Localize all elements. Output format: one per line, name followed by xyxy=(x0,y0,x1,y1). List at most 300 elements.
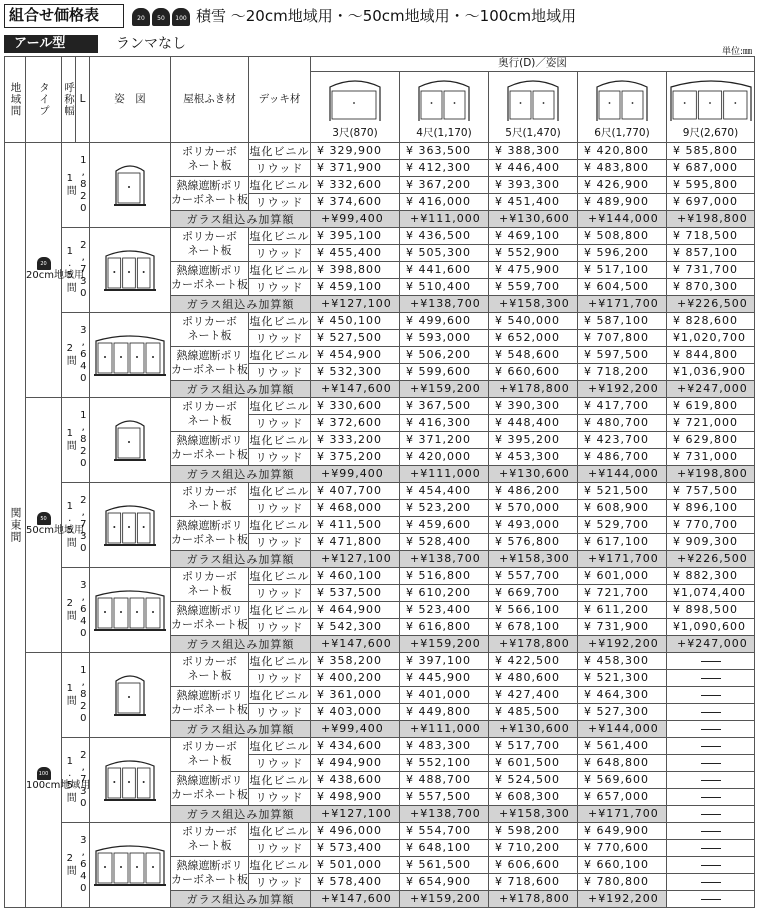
roof-polycarbonate: ポリカーボ ネート板 xyxy=(171,822,249,856)
glass-add-label: ガラス組込み加算額 xyxy=(171,805,311,822)
plan-figure xyxy=(104,754,156,802)
type-badge: アール型 xyxy=(4,35,98,53)
glass-price-cell: +¥171,700 xyxy=(578,550,667,567)
price-cell: ¥ 601,500 xyxy=(489,754,578,771)
dash-mark xyxy=(701,797,721,798)
price-cell: ¥ 529,700 xyxy=(578,516,667,533)
deck-type: 塩化ビニル xyxy=(249,261,311,278)
deck-type: 塩化ビニル xyxy=(249,312,311,329)
price-cell: ¥ 426,900 xyxy=(578,176,667,193)
house-snow-icon: 20 xyxy=(37,257,51,270)
plan-figure xyxy=(104,499,156,547)
col-l: L xyxy=(76,57,90,143)
glass-price-cell: +¥99,400 xyxy=(311,720,400,737)
price-row xyxy=(5,822,755,839)
size-cell xyxy=(62,567,90,652)
col-depth-4 xyxy=(667,71,755,142)
roof-heat-block: 熱線遮断ポリ カーボネート板 xyxy=(171,431,249,465)
yobina: 1.5間 xyxy=(64,756,76,804)
snow-icons xyxy=(132,8,190,26)
price-cell: ¥ 400,200 xyxy=(311,669,400,686)
price-cell: ¥ 678,100 xyxy=(489,618,578,635)
roof-polycarbonate: ポリカーボ ネート板 xyxy=(171,482,249,516)
price-row xyxy=(5,227,755,244)
deck-type: 塩化ビニル xyxy=(249,567,311,584)
price-cell: ¥ 397,100 xyxy=(400,652,489,669)
price-cell-empty xyxy=(667,754,755,771)
price-cell: ¥ 445,900 xyxy=(400,669,489,686)
price-cell: ¥ 427,400 xyxy=(489,686,578,703)
price-cell: ¥ 469,100 xyxy=(489,227,578,244)
glass-price-cell: +¥178,800 xyxy=(489,635,578,652)
price-cell: ¥ 611,200 xyxy=(578,601,667,618)
roof-polycarbonate: ポリカーボ ネート板 xyxy=(171,142,249,176)
price-cell: ¥ 527,300 xyxy=(578,703,667,720)
glass-add-label: ガラス組込み加算額 xyxy=(171,380,311,397)
price-cell-empty xyxy=(667,822,755,839)
glass-price-cell: +¥247,000 xyxy=(667,635,755,652)
price-cell: ¥ 596,200 xyxy=(578,244,667,261)
price-cell: ¥ 393,300 xyxy=(489,176,578,193)
price-cell: ¥ 585,800 xyxy=(667,142,755,159)
price-cell: ¥ 697,000 xyxy=(667,193,755,210)
l-length: 3,640 xyxy=(77,834,89,895)
price-cell: ¥ 606,600 xyxy=(489,856,578,873)
price-cell: ¥ 493,000 xyxy=(489,516,578,533)
glass-price-cell: +¥127,100 xyxy=(311,295,400,312)
price-row xyxy=(5,567,755,584)
size-cell xyxy=(62,397,90,482)
price-cell: ¥ 523,200 xyxy=(400,499,489,516)
price-cell: ¥ 401,000 xyxy=(400,686,489,703)
glass-price-cell: +¥178,800 xyxy=(489,890,578,907)
price-cell: ¥ 372,600 xyxy=(311,414,400,431)
price-row xyxy=(5,737,755,754)
price-cell: ¥ 552,900 xyxy=(489,244,578,261)
size-cell xyxy=(62,227,90,312)
price-cell: ¥ 468,000 xyxy=(311,499,400,516)
dash-mark xyxy=(701,848,721,849)
glass-price-cell: +¥192,200 xyxy=(578,890,667,907)
l-length: 1,820 xyxy=(77,664,89,725)
price-cell: ¥ 423,700 xyxy=(578,431,667,448)
dash-mark xyxy=(701,865,721,866)
deck-type: 塩化ビニル xyxy=(249,346,311,363)
price-table xyxy=(4,56,755,908)
price-cell-empty xyxy=(667,737,755,754)
col-depth-0 xyxy=(311,71,400,142)
yobina: 1間 xyxy=(64,428,76,452)
price-cell: ¥ 828,600 xyxy=(667,312,755,329)
depth-label: 6尺(1,770) xyxy=(594,127,650,140)
price-cell: ¥ 420,800 xyxy=(578,142,667,159)
plan-figure xyxy=(114,414,146,462)
price-cell: ¥ 434,600 xyxy=(311,737,400,754)
price-cell: ¥ 367,500 xyxy=(400,397,489,414)
deck-type: リウッド xyxy=(249,533,311,550)
glass-price-cell: +¥226,500 xyxy=(667,295,755,312)
deck-type: リウッド xyxy=(249,618,311,635)
roof-polycarbonate: ポリカーボ ネート板 xyxy=(171,227,249,261)
price-cell: ¥ 569,600 xyxy=(578,771,667,788)
price-cell-empty xyxy=(667,788,755,805)
glass-price-cell: +¥144,000 xyxy=(578,210,667,227)
house-snow-icon: 100 xyxy=(37,767,51,780)
price-cell: ¥ 576,800 xyxy=(489,533,578,550)
price-cell: ¥ 561,400 xyxy=(578,737,667,754)
price-cell: ¥ 506,200 xyxy=(400,346,489,363)
figure-cell xyxy=(90,482,171,567)
deck-type: リウッド xyxy=(249,703,311,720)
price-cell-empty xyxy=(667,839,755,856)
yobina: 1.5間 xyxy=(64,501,76,549)
unit-label: 単位:㎜ xyxy=(721,47,752,57)
yobina: 1間 xyxy=(64,683,76,707)
price-cell: ¥ 657,000 xyxy=(578,788,667,805)
price-row xyxy=(5,142,755,159)
deck-type: リウッド xyxy=(249,499,311,516)
figure-cell xyxy=(90,397,171,482)
page-header xyxy=(0,0,760,62)
price-cell: ¥ 757,500 xyxy=(667,482,755,499)
price-cell-empty xyxy=(667,771,755,788)
price-cell: ¥ 770,700 xyxy=(667,516,755,533)
size-cell xyxy=(62,822,90,907)
price-cell: ¥ 517,100 xyxy=(578,261,667,278)
price-cell: ¥ 499,600 xyxy=(400,312,489,329)
deck-type: 塩化ビニル xyxy=(249,227,311,244)
depth-label: 4尺(1,170) xyxy=(416,127,472,140)
price-cell: ¥ 411,500 xyxy=(311,516,400,533)
l-length: 1,820 xyxy=(77,154,89,215)
deck-type: 塩化ビニル xyxy=(249,737,311,754)
price-row xyxy=(5,312,755,329)
dash-mark xyxy=(701,882,721,883)
price-cell-empty xyxy=(667,873,755,890)
figure-cell xyxy=(90,567,171,652)
glass-price-cell: +¥147,600 xyxy=(311,635,400,652)
glass-add-label: ガラス組込み加算額 xyxy=(171,210,311,227)
price-cell: ¥ 548,600 xyxy=(489,346,578,363)
deck-type: 塩化ビニル xyxy=(249,482,311,499)
elevation-figure-3 xyxy=(594,73,650,123)
figure-cell xyxy=(90,227,171,312)
glass-cell-empty xyxy=(667,890,755,907)
glass-price-cell: +¥147,600 xyxy=(311,890,400,907)
price-cell: ¥ 501,000 xyxy=(311,856,400,873)
glass-price-cell: +¥147,600 xyxy=(311,380,400,397)
glass-price-cell: +¥111,000 xyxy=(400,210,489,227)
roof-heat-block: 熱線遮断ポリ カーボネート板 xyxy=(171,686,249,720)
price-cell: ¥ 454,900 xyxy=(311,346,400,363)
price-cell: ¥ 395,100 xyxy=(311,227,400,244)
price-cell: ¥ 417,700 xyxy=(578,397,667,414)
region-kanto: 関東間 xyxy=(5,142,26,907)
glass-price-cell: +¥127,100 xyxy=(311,550,400,567)
price-cell: ¥ 464,900 xyxy=(311,601,400,618)
price-cell-empty xyxy=(667,669,755,686)
dash-mark xyxy=(701,763,721,764)
price-cell-empty xyxy=(667,652,755,669)
glass-add-label: ガラス組込み加算額 xyxy=(171,550,311,567)
price-cell: ¥ 521,300 xyxy=(578,669,667,686)
col-region: 地域間 xyxy=(5,57,26,143)
price-cell: ¥ 542,300 xyxy=(311,618,400,635)
glass-price-cell: +¥138,700 xyxy=(400,295,489,312)
elevation-figure-1 xyxy=(416,73,472,123)
price-cell: ¥ 557,700 xyxy=(489,567,578,584)
price-cell: ¥ 587,100 xyxy=(578,312,667,329)
glass-price-cell: +¥198,800 xyxy=(667,465,755,482)
glass-price-cell: +¥127,100 xyxy=(311,805,400,822)
glass-price-cell: +¥130,600 xyxy=(489,720,578,737)
price-cell: ¥ 909,300 xyxy=(667,533,755,550)
glass-price-cell: +¥130,600 xyxy=(489,210,578,227)
plan-figure xyxy=(114,669,146,717)
price-cell: ¥ 446,400 xyxy=(489,159,578,176)
price-cell: ¥ 486,200 xyxy=(489,482,578,499)
roof-heat-block: 熱線遮断ポリ カーボネート板 xyxy=(171,346,249,380)
price-cell: ¥ 610,200 xyxy=(400,584,489,601)
roof-heat-block: 熱線遮断ポリ カーボネート板 xyxy=(171,771,249,805)
price-cell: ¥ 459,600 xyxy=(400,516,489,533)
glass-add-label: ガラス組込み加算額 xyxy=(171,295,311,312)
price-cell: ¥ 619,800 xyxy=(667,397,755,414)
price-cell: ¥ 687,000 xyxy=(667,159,755,176)
price-cell: ¥ 521,500 xyxy=(578,482,667,499)
price-cell: ¥ 598,200 xyxy=(489,822,578,839)
price-cell: ¥ 420,000 xyxy=(400,448,489,465)
l-length: 2,730 xyxy=(77,239,89,300)
price-cell: ¥ 371,200 xyxy=(400,431,489,448)
price-cell: ¥ 358,200 xyxy=(311,652,400,669)
price-cell: ¥ 601,000 xyxy=(578,567,667,584)
plan-figure xyxy=(94,584,166,632)
glass-price-cell: +¥159,200 xyxy=(400,635,489,652)
deck-type: リウッド xyxy=(249,669,311,686)
price-cell: ¥ 361,000 xyxy=(311,686,400,703)
price-cell: ¥ 448,400 xyxy=(489,414,578,431)
price-cell: ¥ 608,900 xyxy=(578,499,667,516)
price-cell: ¥ 554,700 xyxy=(400,822,489,839)
price-cell: ¥ 718,500 xyxy=(667,227,755,244)
page-title: 組合せ価格表 xyxy=(4,4,124,28)
price-cell-empty xyxy=(667,856,755,873)
price-cell: ¥ 652,000 xyxy=(489,329,578,346)
price-cell-empty xyxy=(667,686,755,703)
price-cell: ¥ 333,200 xyxy=(311,431,400,448)
price-cell: ¥ 459,100 xyxy=(311,278,400,295)
price-cell: ¥ 731,700 xyxy=(667,261,755,278)
glass-add-label: ガラス組込み加算額 xyxy=(171,890,311,907)
deck-type: リウッド xyxy=(249,278,311,295)
col-figure: 姿 図 xyxy=(90,57,171,143)
house-snow-icon: 50 xyxy=(37,512,51,525)
glass-price-cell: +¥144,000 xyxy=(578,720,667,737)
elevation-figure-2 xyxy=(505,73,561,123)
deck-type: リウッド xyxy=(249,448,311,465)
glass-price-cell: +¥138,700 xyxy=(400,805,489,822)
glass-add-label: ガラス組込み加算額 xyxy=(171,635,311,652)
price-cell: ¥ 422,500 xyxy=(489,652,578,669)
roof-polycarbonate: ポリカーボ ネート板 xyxy=(171,397,249,431)
glass-price-cell: +¥198,800 xyxy=(667,210,755,227)
house-snow-50-icon: 50 xyxy=(152,8,170,26)
price-cell: ¥ 471,800 xyxy=(311,533,400,550)
elevation-figure-0 xyxy=(327,73,383,123)
price-cell: ¥ 896,100 xyxy=(667,499,755,516)
price-cell: ¥ 329,900 xyxy=(311,142,400,159)
price-cell: ¥ 486,700 xyxy=(578,448,667,465)
glass-price-cell: +¥247,000 xyxy=(667,380,755,397)
price-cell: ¥ 523,400 xyxy=(400,601,489,618)
depth-label: 5尺(1,470) xyxy=(505,127,561,140)
dash-mark xyxy=(701,712,721,713)
glass-price-cell: +¥99,400 xyxy=(311,210,400,227)
glass-add-label: ガラス組込み加算額 xyxy=(171,720,311,737)
price-cell: ¥ 721,000 xyxy=(667,414,755,431)
price-cell: ¥1,090,600 xyxy=(667,618,755,635)
glass-price-cell: +¥159,200 xyxy=(400,890,489,907)
price-cell: ¥ 629,800 xyxy=(667,431,755,448)
dash-mark xyxy=(701,899,721,900)
price-cell: ¥ 608,300 xyxy=(489,788,578,805)
l-length: 2,730 xyxy=(77,749,89,810)
deck-type: リウッド xyxy=(249,584,311,601)
glass-price-cell: +¥192,200 xyxy=(578,635,667,652)
price-cell: ¥ 453,300 xyxy=(489,448,578,465)
yobina: 2間 xyxy=(64,853,76,877)
price-cell: ¥ 510,400 xyxy=(400,278,489,295)
price-cell: ¥ 449,800 xyxy=(400,703,489,720)
price-cell: ¥ 454,400 xyxy=(400,482,489,499)
deck-type: リウッド xyxy=(249,193,311,210)
price-cell: ¥ 537,500 xyxy=(311,584,400,601)
price-cell: ¥ 552,100 xyxy=(400,754,489,771)
roof-heat-block: 熱線遮断ポリ カーボネート板 xyxy=(171,261,249,295)
price-cell: ¥ 332,600 xyxy=(311,176,400,193)
plan-figure xyxy=(94,329,166,377)
deck-type: 塩化ビニル xyxy=(249,142,311,159)
glass-price-cell: +¥171,700 xyxy=(578,295,667,312)
price-cell: ¥ 450,100 xyxy=(311,312,400,329)
col-depth-1 xyxy=(400,71,489,142)
price-cell: ¥ 458,300 xyxy=(578,652,667,669)
price-cell: ¥ 731,900 xyxy=(578,618,667,635)
price-cell: ¥ 595,800 xyxy=(667,176,755,193)
price-cell: ¥ 407,700 xyxy=(311,482,400,499)
price-cell: ¥ 516,800 xyxy=(400,567,489,584)
price-cell: ¥ 770,600 xyxy=(578,839,667,856)
price-cell: ¥ 566,100 xyxy=(489,601,578,618)
roof-heat-block: 熱線遮断ポリ カーボネート板 xyxy=(171,601,249,635)
glass-cell-empty xyxy=(667,720,755,737)
glass-cell-empty xyxy=(667,805,755,822)
price-cell: ¥ 527,500 xyxy=(311,329,400,346)
deck-type: 塩化ビニル xyxy=(249,431,311,448)
price-cell: ¥ 460,100 xyxy=(311,567,400,584)
price-cell: ¥ 508,800 xyxy=(578,227,667,244)
price-cell: ¥ 451,400 xyxy=(489,193,578,210)
price-cell: ¥ 438,600 xyxy=(311,771,400,788)
price-cell: ¥ 464,300 xyxy=(578,686,667,703)
l-length: 2,730 xyxy=(77,494,89,555)
glass-price-cell: +¥158,300 xyxy=(489,550,578,567)
figure-cell xyxy=(90,142,171,227)
dash-mark xyxy=(701,678,721,679)
price-cell: ¥ 561,500 xyxy=(400,856,489,873)
deck-type: リウッド xyxy=(249,329,311,346)
glass-price-cell: +¥138,700 xyxy=(400,550,489,567)
figure-cell xyxy=(90,822,171,907)
price-row xyxy=(5,652,755,669)
price-cell: ¥ 416,000 xyxy=(400,193,489,210)
deck-type: 塩化ビニル xyxy=(249,516,311,533)
price-cell: ¥1,020,700 xyxy=(667,329,755,346)
price-cell: ¥ 593,000 xyxy=(400,329,489,346)
yobina: 1.5間 xyxy=(64,246,76,294)
price-cell: ¥ 718,600 xyxy=(489,873,578,890)
deck-type: 塩化ビニル xyxy=(249,652,311,669)
price-cell: ¥ 710,200 xyxy=(489,839,578,856)
snow-region-label: 50cm地域用 xyxy=(26,525,84,537)
size-cell xyxy=(62,737,90,822)
price-cell: ¥ 388,300 xyxy=(489,142,578,159)
depth-label: 9尺(2,670) xyxy=(682,127,739,140)
deck-type: リウッド xyxy=(249,788,311,805)
price-cell: ¥ 395,200 xyxy=(489,431,578,448)
deck-type: 塩化ビニル xyxy=(249,822,311,839)
price-cell: ¥ 604,500 xyxy=(578,278,667,295)
roof-polycarbonate: ポリカーボ ネート板 xyxy=(171,567,249,601)
price-cell: ¥ 844,800 xyxy=(667,346,755,363)
col-yobina: 呼称幅 xyxy=(62,57,76,143)
price-cell: ¥ 660,100 xyxy=(578,856,667,873)
price-cell: ¥ 882,300 xyxy=(667,567,755,584)
price-cell: ¥ 597,500 xyxy=(578,346,667,363)
deck-type: リウッド xyxy=(249,839,311,856)
type-subtitle: ランマなし xyxy=(116,36,186,52)
l-length: 3,640 xyxy=(77,579,89,640)
dash-mark xyxy=(701,831,721,832)
price-cell: ¥ 857,100 xyxy=(667,244,755,261)
price-cell: ¥ 498,900 xyxy=(311,788,400,805)
dash-mark xyxy=(701,661,721,662)
price-cell: ¥ 870,300 xyxy=(667,278,755,295)
price-cell: ¥ 475,900 xyxy=(489,261,578,278)
price-cell: ¥ 731,000 xyxy=(667,448,755,465)
deck-type: リウッド xyxy=(249,414,311,431)
price-cell: ¥ 455,400 xyxy=(311,244,400,261)
deck-type: リウッド xyxy=(249,244,311,261)
price-cell: ¥ 398,800 xyxy=(311,261,400,278)
price-cell: ¥ 374,600 xyxy=(311,193,400,210)
house-snow-20-icon: 20 xyxy=(132,8,150,26)
size-cell xyxy=(62,312,90,397)
dash-mark xyxy=(701,729,721,730)
price-cell: ¥ 721,700 xyxy=(578,584,667,601)
glass-price-cell: +¥144,000 xyxy=(578,465,667,482)
deck-type: 塩化ビニル xyxy=(249,686,311,703)
price-cell: ¥ 390,300 xyxy=(489,397,578,414)
snow-description: 積雪 ～20cm地域用・～50cm地域用・～100cm地域用 xyxy=(196,7,577,25)
yobina: 2間 xyxy=(64,598,76,622)
price-cell: ¥ 330,600 xyxy=(311,397,400,414)
glass-price-cell: +¥226,500 xyxy=(667,550,755,567)
plan-figure xyxy=(104,244,156,292)
price-cell: ¥ 573,400 xyxy=(311,839,400,856)
price-cell: ¥ 375,200 xyxy=(311,448,400,465)
